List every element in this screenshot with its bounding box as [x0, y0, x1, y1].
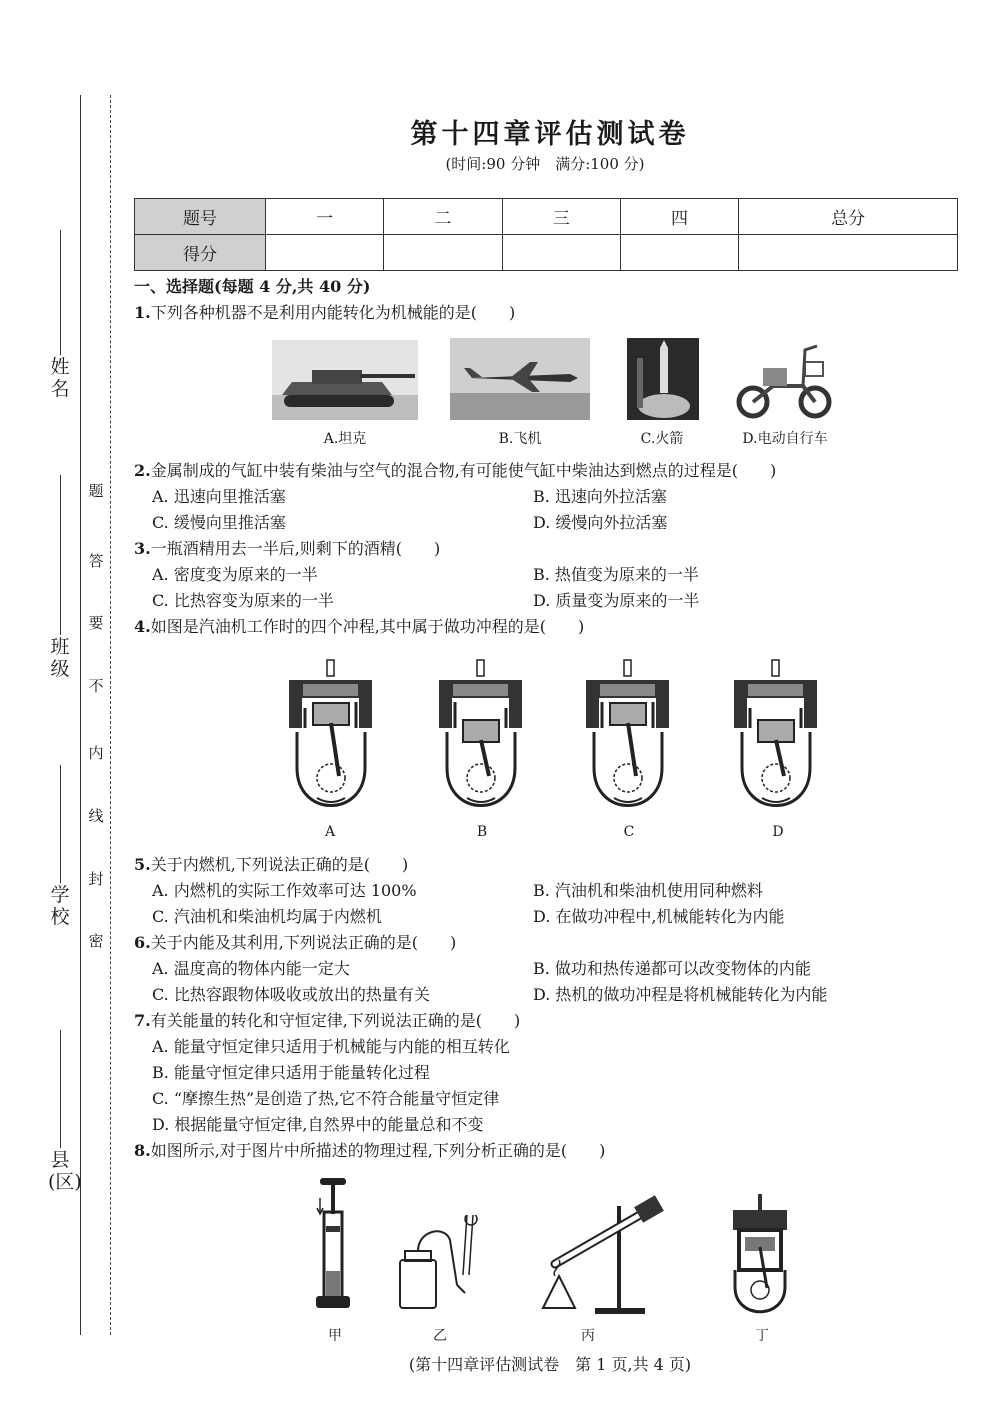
image-caption: D.电动自行车 — [742, 431, 828, 447]
option-c[interactable]: C. 汽油机和柴油机均属于内燃机 — [152, 907, 382, 926]
figure-label: 甲 — [328, 1328, 342, 1344]
question-1: 1.下列各种机器不是利用内能转化为机械能的是( ) — [134, 303, 516, 322]
engine-stroke-b-figure — [433, 658, 528, 820]
option-b[interactable]: B. 热值变为原来的一半 — [533, 565, 699, 584]
seal-char: 密 — [88, 932, 104, 950]
seal-char: 题 — [88, 482, 104, 500]
option-b[interactable]: B. 迅速向外拉活塞 — [533, 487, 667, 506]
figure-label: 丙 — [581, 1328, 595, 1344]
exam-info: (时间:90 分钟 满分:100 分) — [445, 155, 645, 173]
page-title: 第十四章评估测试卷 — [410, 119, 690, 150]
figure-label: B — [476, 824, 488, 840]
question-2: 2.金属制成的气缸中装有柴油与空气的混合物,有可能使气缸中柴油达到燃点的过程是( ) — [134, 461, 777, 480]
table-cell: 题号 — [135, 199, 266, 235]
question-5: 5.关于内燃机,下列说法正确的是( ) — [134, 855, 409, 874]
figure-label: C — [623, 824, 635, 840]
score-input-cell[interactable] — [384, 235, 502, 271]
option-d[interactable]: D. 热机的做功冲程是将机械能转化为内能 — [533, 985, 828, 1004]
class-label: 班级 — [50, 636, 70, 680]
option-b[interactable]: B. 汽油机和柴油机使用同种燃料 — [533, 881, 763, 900]
heated-test-tube-figure — [535, 1192, 675, 1316]
margin-solid-line — [80, 95, 81, 1335]
score-input-cell[interactable] — [502, 235, 620, 271]
score-input-cell[interactable] — [620, 235, 738, 271]
engine-stroke-d-figure — [728, 658, 823, 820]
option-c[interactable]: C. 缓慢向里推活塞 — [152, 513, 286, 532]
seal-char: 答 — [88, 552, 104, 570]
figure-label: 乙 — [433, 1328, 447, 1344]
option-c[interactable]: C. 比热容变为原来的一半 — [152, 591, 334, 610]
option-d[interactable]: D. 根据能量守恒定律,自然界中的能量总和不变 — [152, 1115, 484, 1134]
option-a[interactable]: A. 内燃机的实际工作效率可达 100% — [152, 881, 417, 900]
engine-stroke-c-figure — [580, 658, 675, 820]
table-cell: 一 — [266, 199, 384, 235]
option-a[interactable]: A. 密度变为原来的一半 — [152, 565, 318, 584]
question-4: 4.如图是汽油机工作时的四个冲程,其中属于做功冲程的是( ) — [134, 617, 585, 636]
page-footer: (第十四章评估测试卷 第 1 页,共 4 页) — [408, 1355, 692, 1374]
image-caption: C.火箭 — [640, 431, 684, 447]
figure-label: A — [324, 824, 336, 840]
table-cell: 三 — [502, 199, 620, 235]
county-label: 县(区) — [48, 1149, 82, 1193]
margin-dashed-line — [110, 95, 111, 1335]
rocket-image — [627, 338, 699, 420]
table-cell: 得分 — [135, 235, 266, 271]
boiling-water-tube-figure — [395, 1215, 495, 1315]
figure-label: 丁 — [755, 1328, 769, 1344]
question-3: 3.一瓶酒精用去一半后,则剩下的酒精( ) — [134, 539, 441, 558]
engine-stroke-ding-figure — [725, 1192, 795, 1316]
name-blank[interactable] — [60, 230, 61, 355]
question-8: 8.如图所示,对于图片中所描述的物理过程,下列分析正确的是( ) — [134, 1141, 606, 1160]
tank-image — [272, 340, 418, 420]
seal-char: 内 — [88, 744, 104, 762]
option-a[interactable]: A. 迅速向里推活塞 — [152, 487, 286, 506]
image-caption: A.坦克 — [323, 431, 367, 447]
table-row — [135, 235, 958, 271]
option-d[interactable]: D. 在做功冲程中,机械能转化为内能 — [533, 907, 785, 926]
figure-label: D — [772, 824, 784, 840]
option-a[interactable]: A. 能量守恒定律只适用于机械能与内能的相互转化 — [152, 1037, 510, 1056]
class-blank[interactable] — [60, 475, 61, 635]
score-input-cell[interactable] — [739, 235, 958, 271]
option-d[interactable]: D. 缓慢向外拉活塞 — [533, 513, 668, 532]
table-row — [135, 199, 958, 235]
seal-char: 线 — [88, 807, 104, 825]
engine-stroke-a-figure — [283, 658, 378, 820]
seal-char: 封 — [88, 870, 104, 888]
option-b[interactable]: B. 能量守恒定律只适用于能量转化过程 — [152, 1063, 430, 1082]
question-6: 6.关于内能及其利用,下列说法正确的是( ) — [134, 933, 457, 952]
seal-char: 不 — [88, 677, 104, 695]
air-pump-cylinder-figure — [308, 1176, 358, 1316]
table-cell: 二 — [384, 199, 502, 235]
option-b[interactable]: B. 做功和热传递都可以改变物体的内能 — [533, 959, 811, 978]
county-blank[interactable] — [60, 1030, 61, 1148]
section-heading: 一、选择题(每题 4 分,共 40 分) — [134, 277, 371, 296]
score-input-cell[interactable] — [266, 235, 384, 271]
school-blank[interactable] — [60, 765, 61, 883]
option-a[interactable]: A. 温度高的物体内能一定大 — [152, 959, 350, 978]
option-c[interactable]: C. “摩擦生热”是创造了热,它不符合能量守恒定律 — [152, 1089, 500, 1108]
option-c[interactable]: C. 比热容跟物体吸收或放出的热量有关 — [152, 985, 430, 1004]
table-cell: 总分 — [739, 199, 958, 235]
table-cell: 四 — [620, 199, 738, 235]
ebike-image — [733, 336, 833, 422]
school-label: 学校 — [50, 884, 70, 928]
question-7: 7.有关能量的转化和守恒定律,下列说法正确的是( ) — [134, 1011, 521, 1030]
score-table — [134, 198, 958, 271]
seal-char: 要 — [88, 614, 104, 632]
image-caption: B.飞机 — [498, 431, 542, 447]
jet-image — [450, 338, 590, 420]
name-label: 姓名 — [50, 356, 70, 400]
option-d[interactable]: D. 质量变为原来的一半 — [533, 591, 700, 610]
